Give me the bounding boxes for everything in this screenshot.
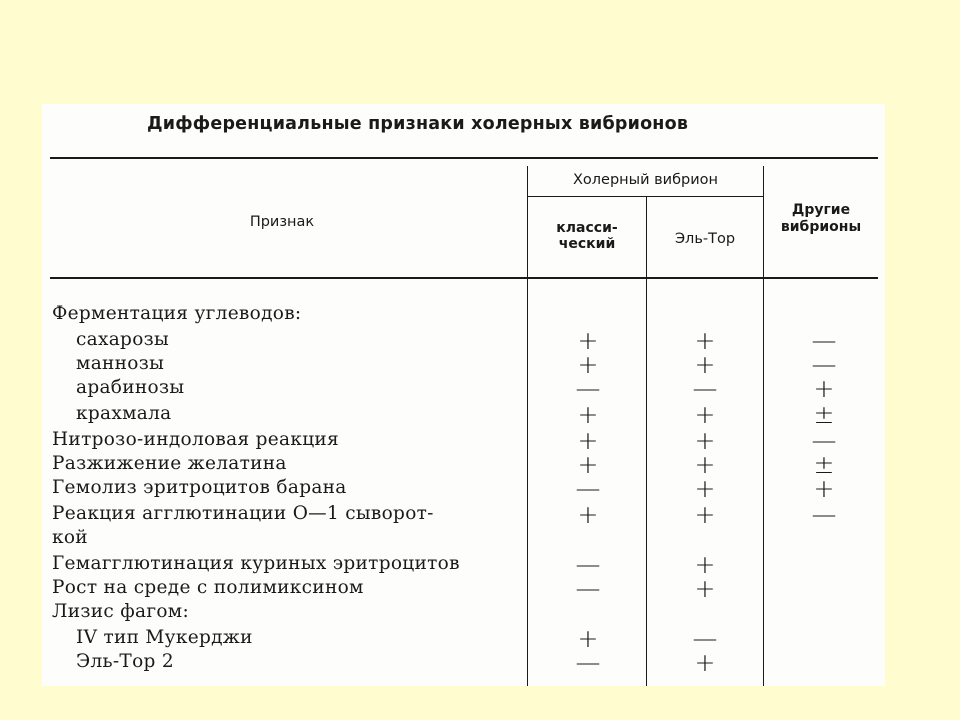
- row-label: Реакция агглютинации О—1 сыворот-: [52, 503, 434, 524]
- header-other-line2: вибрионы: [780, 219, 862, 235]
- row-label: Лизис фагом:: [52, 601, 189, 622]
- cell-eltor: —: [692, 624, 718, 653]
- cell-eltor: +: [694, 574, 716, 603]
- row-label: маннозы: [76, 353, 165, 374]
- cell-eltor: +: [694, 450, 716, 479]
- cell-classic: +: [577, 326, 599, 355]
- header-feature: Признак: [249, 214, 315, 230]
- top-rule: [50, 157, 878, 159]
- cell-classic: +: [577, 400, 599, 429]
- scanned-table-page: [42, 104, 885, 686]
- row-label: крахмала: [76, 403, 172, 424]
- cell-classic: +: [577, 426, 599, 455]
- cell-classic: —: [575, 374, 601, 403]
- cell-eltor: +: [694, 326, 716, 355]
- cell-other: ±: [813, 400, 835, 429]
- table-title: Дифференциальные признаки холерных вибрионов: [147, 114, 689, 134]
- header-other-line1: Другие: [791, 202, 851, 218]
- row-label: кой: [52, 527, 88, 548]
- cell-other: +: [813, 374, 835, 403]
- header-bottom-rule: [50, 277, 878, 279]
- row-label: Нитрозо-индоловая реакция: [52, 429, 340, 450]
- group-header-rule: [527, 196, 763, 197]
- cell-eltor: +: [694, 474, 716, 503]
- cell-classic: —: [575, 474, 601, 503]
- row-label: Гемолиз эритроцитов барана: [52, 477, 347, 498]
- cell-classic: —: [575, 648, 601, 677]
- header-el-tor: Эль-Тор: [674, 231, 736, 247]
- row-label: Эль-Тор 2: [76, 651, 174, 672]
- cell-classic: +: [577, 450, 599, 479]
- cell-eltor: +: [694, 400, 716, 429]
- cell-eltor: +: [694, 350, 716, 379]
- cell-other: —: [811, 326, 837, 355]
- cell-classic: —: [575, 550, 601, 579]
- cell-classic: +: [577, 350, 599, 379]
- cell-other: ±: [813, 450, 835, 479]
- cell-eltor: +: [694, 426, 716, 455]
- cell-classic: —: [575, 574, 601, 603]
- column-divider-2: [646, 197, 647, 686]
- column-divider-3: [763, 166, 764, 686]
- row-label: арабинозы: [76, 377, 185, 398]
- row-label: Гемагглютинация куриных эритроцитов: [52, 553, 460, 574]
- cell-eltor: +: [694, 550, 716, 579]
- cell-other: —: [811, 350, 837, 379]
- row-label: IV тип Мукерджи: [76, 627, 253, 648]
- header-classic-line1: класси-: [556, 220, 618, 236]
- cell-classic: +: [577, 500, 599, 529]
- cell-other: —: [811, 426, 837, 455]
- cell-eltor: +: [694, 648, 716, 677]
- row-label: сахарозы: [76, 329, 170, 350]
- cell-other: +: [813, 474, 835, 503]
- cell-eltor: +: [694, 500, 716, 529]
- row-label: Рост на среде с полимиксином: [52, 577, 364, 598]
- cell-classic: +: [577, 624, 599, 653]
- cell-eltor: —: [692, 374, 718, 403]
- header-cholera-vibrio: Холерный вибрион: [572, 172, 719, 188]
- cell-other: —: [811, 500, 837, 529]
- header-classic-line2: ческий: [558, 236, 616, 252]
- row-label: Ферментация углеводов:: [52, 303, 302, 324]
- row-label: Разжижение желатина: [52, 453, 287, 474]
